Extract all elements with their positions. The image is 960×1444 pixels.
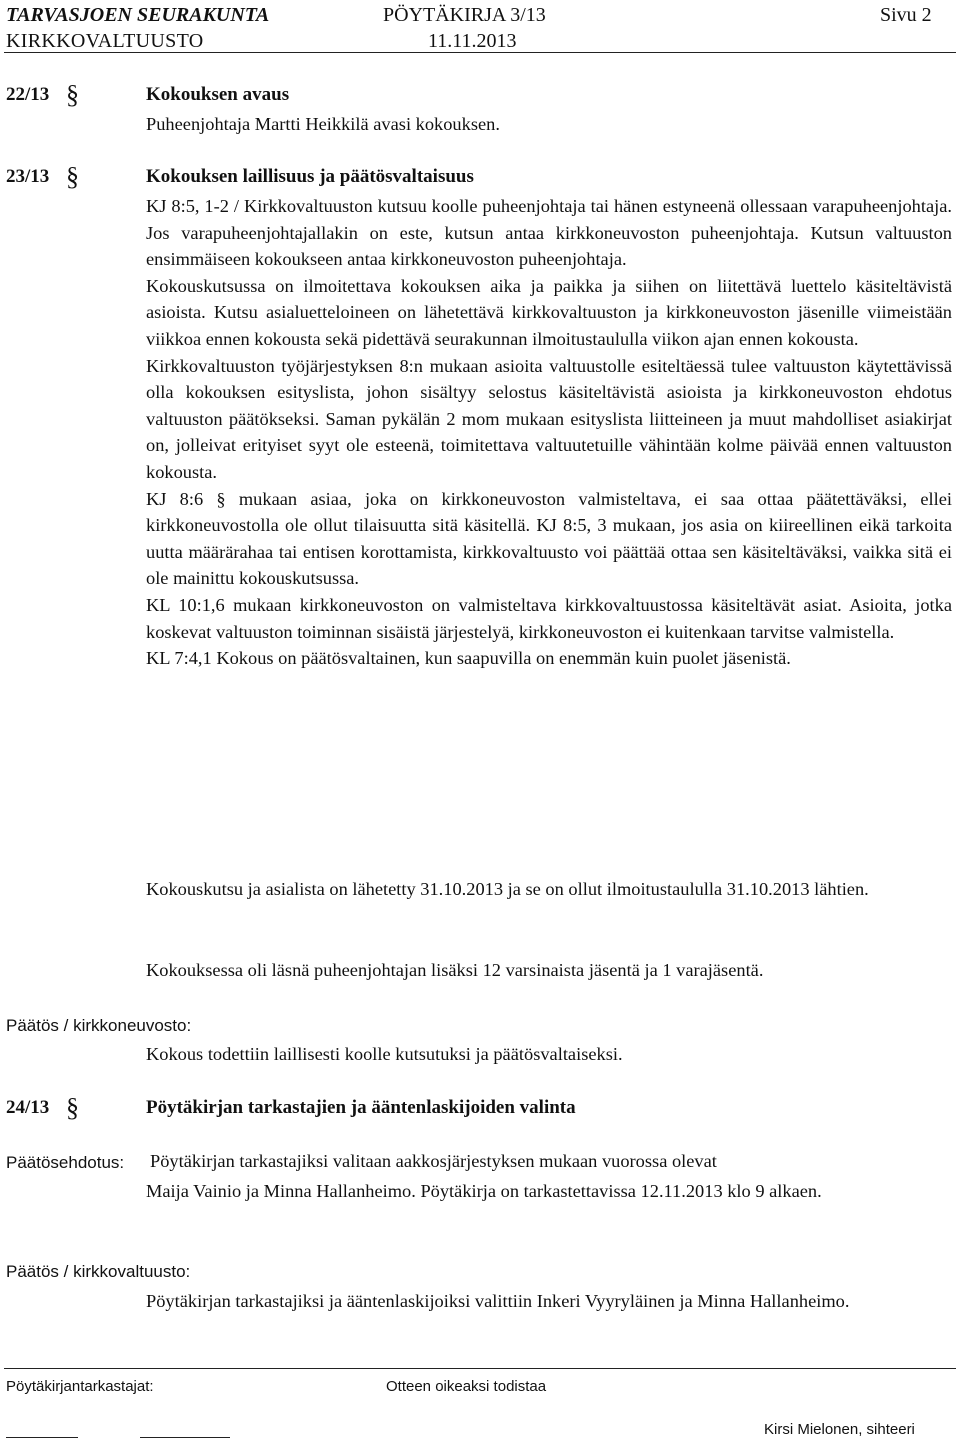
paragraph: Kirkkovaltuuston työjärjestyksen 8:n mukaan asioita valtuustolle esiteltäessä tulee valtuuston käytettävissä olla kokouksen esityslista, johon sisältyy selostus käsiteltävistä asioista ja kirkkoneuvoston ehdotus valtuuston päätökseksi. Saman pykälän 2 mom mukaan esityslista liitteineen ja muut mahdolliset asiakirjat on, jolleivat erityiset syyt ole esteenä, toimitettava valtuutetuille vähintään kolme päivää ennen valtuuston kokousta. [146, 355, 952, 482]
section-number: 24/13 [6, 1097, 50, 1118]
section-sign-icon: § [66, 1093, 79, 1122]
decision-label: Päätös / kirkkoneuvosto: [6, 1016, 192, 1035]
paragraph: Kokouskutsussa on ilmoitettava kokouksen aika ja paikka ja siihen on liitettävä luettelo käsiteltävistä asioista. Kutsu asialuetteloineen on lähetettävä kirkkovaltuuston ja kirkkoneuvoston jäsenille viimeistään viikkoa ennen kokousta sekä pidettävä seurakunnan ilmoitustaululla viikon ajan ennen kokousta. [146, 275, 952, 349]
proposal-first-line: Pöytäkirjan tarkastajiksi valitaan aakkosjärjestyksen mukaan vuorossa olevat [150, 1151, 717, 1171]
section-title: Kokouksen avaus [146, 84, 290, 105]
proposal-text: Maija Vainio ja Minna Hallanheimo. Pöytäkirja on tarkastettavissa 12.11.2013 klo 9 alkaen. [146, 1181, 822, 1201]
signature-line [140, 1437, 230, 1438]
paragraph: KJ 8:6 § mukaan asiaa, joka on kirkkoneuvoston valmisteltava, ei saa ottaa päätettäväksi, ellei kirkkoneuvostolla ole ollut tilaisuutta sitä käsitellä. KJ 8:5, 3 mukaan, jos asia on kiireellinen eikä tarkoita uutta määrärahaa tai entisen korottamista, kirkkovaltuusto voi päättää ottaa sen käsiteltäväksi, vaikka sitä ei ole mainittu kokouskutsussa. [146, 488, 952, 589]
attendance-text: Kokouksessa oli läsnä puheenjohtajan lisäksi 12 varsinaista jäsentä ja 1 varajäsentä. [146, 960, 764, 980]
document-type: PÖYTÄKIRJA 3/13 [383, 4, 546, 26]
page-number: Sivu 2 [880, 4, 932, 26]
section-sign-icon: § [66, 80, 79, 109]
header-rule [4, 52, 956, 53]
decision-text: Pöytäkirjan tarkastajiksi ja ääntenlaskijoiksi valittiin Inkeri Vyyryläinen ja Minna Hallanheimo. [146, 1291, 850, 1311]
parish-name: TARVASJOEN SEURAKUNTA [6, 4, 270, 26]
section-number: 22/13 [6, 84, 50, 105]
notice-text: Kokouskutsu ja asialista on lähetetty 31.10.2013 ja se on ollut ilmoitustaululla 31.10.2013 lähtien. [146, 879, 869, 899]
proposal-label: Päätösehdotus: [6, 1153, 125, 1172]
section-body [146, 193, 952, 672]
paragraph: KJ 8:5, 1-2 / Kirkkovaltuuston kutsuu koolle puheenjohtaja tai hänen estyneenä ollessaan varapuheenjohtaja. Jos varapuheenjohtajallakin on este, kutsun antaa kirkkoneuvoston puheenjohtaja. Kutsun valtuuston ensimmäiseen kokoukseen antaa kirkkoneuvoston puheenjohtaja. [146, 196, 952, 270]
body-name: KIRKKOVALTUUSTO [6, 30, 204, 52]
paragraph: KL 10:1,6 mukaan kirkkoneuvoston on valmisteltava kirkkovaltuustossa käsiteltävät asiat. Asioita, jotka koskevat valtuuston toiminnan sisäistä järjestelyä, kirkkoneuvoston ei kuitenkaan tarvitse valmistella. [146, 594, 952, 642]
footer-rule [4, 1368, 956, 1369]
certified-label: Otteen oikeaksi todistaa [386, 1378, 547, 1395]
decision-text: Kokous todettiin laillisesti koolle kutsutuksi ja päätösvaltaiseksi. [146, 1044, 623, 1064]
section-number: 23/13 [6, 166, 50, 187]
signer-name: Kirsi Mielonen, sihteeri [764, 1421, 915, 1438]
section-sign-icon: § [66, 162, 79, 191]
paragraph: KL 7:4,1 Kokous on päätösvaltainen, kun saapuvilla on enemmän kuin puolet jäsenistä. [146, 648, 791, 669]
meeting-date: 11.11.2013 [428, 30, 517, 52]
section-title: Pöytäkirjan tarkastajien ja ääntenlaskijoiden valinta [146, 1097, 576, 1118]
checkers-label: Pöytäkirjantarkastajat: [6, 1378, 154, 1395]
section-text: Puheenjohtaja Martti Heikkilä avasi kokouksen. [146, 114, 500, 134]
decision-label: Päätös / kirkkovaltuusto: [6, 1262, 191, 1281]
section-title: Kokouksen laillisuus ja päätösvaltaisuus [146, 166, 474, 187]
signature-line [6, 1437, 78, 1438]
